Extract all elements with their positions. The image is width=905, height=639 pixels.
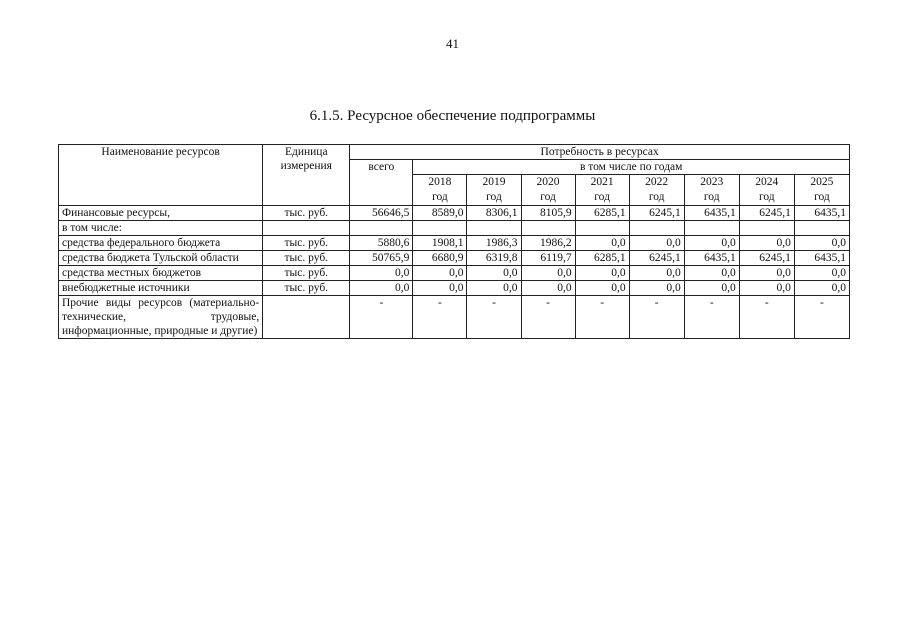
resource-name-cell: внебюджетные источники — [59, 281, 263, 296]
page-number: 41 — [446, 36, 459, 51]
resource-name-cell: в том числе: — [59, 221, 263, 236]
year-number: 2025 — [810, 176, 834, 188]
year-value-cell: 6245,1 — [739, 251, 794, 266]
year-value-cell: 6435,1 — [794, 251, 849, 266]
year-value-cell: 0,0 — [413, 281, 467, 296]
year-value-cell: - — [739, 296, 794, 339]
total-cell: 5880,6 — [350, 236, 413, 251]
year-value-cell: 0,0 — [467, 281, 521, 296]
year-value-cell: 6245,1 — [739, 206, 794, 221]
col-header-need: Потребность в ресурсах — [350, 145, 850, 160]
resource-name-cell: Финансовые ресурсы, — [59, 206, 263, 221]
year-word: год — [758, 191, 775, 203]
unit-cell: тыс. руб. — [263, 236, 350, 251]
year-value-cell: 0,0 — [684, 236, 739, 251]
col-header-year — [739, 175, 794, 206]
year-word: год — [540, 191, 556, 203]
year-word: год — [814, 191, 830, 203]
year-number: 2022 — [645, 176, 669, 188]
table-row — [59, 221, 850, 236]
year-value-cell: 8105,9 — [521, 206, 575, 221]
year-value-cell: 0,0 — [684, 281, 739, 296]
year-value-cell: 6435,1 — [684, 251, 739, 266]
year-number: 2018 — [428, 176, 452, 188]
total-cell: 0,0 — [350, 281, 413, 296]
year-value-cell — [521, 221, 575, 236]
col-header-unit-line1: Единица — [284, 146, 328, 158]
year-value-cell: 8589,0 — [413, 206, 467, 221]
unit-cell: тыс. руб. — [263, 206, 350, 221]
total-cell: 0,0 — [350, 266, 413, 281]
col-header-unit — [263, 145, 350, 206]
year-value-cell — [629, 221, 684, 236]
year-number: 2020 — [536, 176, 560, 188]
col-header-year — [629, 175, 684, 206]
year-value-cell: 6285,1 — [575, 206, 629, 221]
year-word: год — [432, 191, 448, 203]
year-value-cell: 6680,9 — [413, 251, 467, 266]
col-header-year — [575, 175, 629, 206]
year-value-cell: 0,0 — [794, 266, 849, 281]
col-header-year — [794, 175, 849, 206]
resource-name-cell: Прочие виды ресурсов (материально-технические, трудовые, информационные, природные и другие) — [59, 296, 263, 339]
year-value-cell — [467, 221, 521, 236]
header-row-1 — [59, 145, 850, 160]
year-number: 2021 — [590, 176, 614, 188]
year-value-cell: 0,0 — [684, 266, 739, 281]
year-value-cell: 0,0 — [739, 266, 794, 281]
year-value-cell: 0,0 — [629, 281, 684, 296]
resource-name-cell: средства бюджета Тульской области — [59, 251, 263, 266]
year-value-cell — [794, 221, 849, 236]
year-value-cell: 1908,1 — [413, 236, 467, 251]
year-value-cell — [575, 221, 629, 236]
total-cell: 50765,9 — [350, 251, 413, 266]
year-value-cell: 0,0 — [629, 236, 684, 251]
table-row — [59, 281, 850, 296]
year-value-cell: - — [794, 296, 849, 339]
table-row — [59, 266, 850, 281]
year-value-cell: 6245,1 — [629, 251, 684, 266]
col-header-unit-line2: измерения — [280, 160, 332, 172]
year-value-cell: 1986,2 — [521, 236, 575, 251]
total-cell — [350, 221, 413, 236]
total-cell: 56646,5 — [350, 206, 413, 221]
year-word: год — [594, 191, 610, 203]
year-value-cell: 0,0 — [739, 236, 794, 251]
year-value-cell: - — [684, 296, 739, 339]
year-value-cell — [739, 221, 794, 236]
resource-table — [58, 144, 850, 339]
year-value-cell: 6435,1 — [794, 206, 849, 221]
table-row — [59, 296, 850, 339]
year-word: год — [486, 191, 502, 203]
unit-cell — [263, 221, 350, 236]
col-header-year — [684, 175, 739, 206]
table-row — [59, 236, 850, 251]
year-number: 2024 — [755, 176, 779, 188]
year-value-cell: 1986,3 — [467, 236, 521, 251]
year-value-cell: 0,0 — [413, 266, 467, 281]
year-value-cell: 0,0 — [629, 266, 684, 281]
year-word: год — [648, 191, 665, 203]
year-value-cell: - — [575, 296, 629, 339]
year-value-cell: 6285,1 — [575, 251, 629, 266]
year-value-cell: 8306,1 — [467, 206, 521, 221]
section-heading: 6.1.5. Ресурсное обеспечение подпрограммы — [309, 108, 596, 124]
col-header-total: всего — [350, 160, 413, 206]
year-value-cell: 0,0 — [575, 266, 629, 281]
year-number: 2023 — [700, 176, 724, 188]
col-header-by-years: в том числе по годам — [413, 160, 850, 175]
year-value-cell: 0,0 — [794, 236, 849, 251]
year-value-cell: 6319,8 — [467, 251, 521, 266]
year-word: год — [703, 191, 720, 203]
col-header-year — [413, 175, 467, 206]
year-value-cell: 0,0 — [575, 236, 629, 251]
total-cell: - — [350, 296, 413, 339]
year-value-cell: 0,0 — [575, 281, 629, 296]
year-value-cell: - — [629, 296, 684, 339]
year-value-cell: - — [467, 296, 521, 339]
unit-cell — [263, 296, 350, 339]
year-value-cell: 6119,7 — [521, 251, 575, 266]
table-row — [59, 251, 850, 266]
year-value-cell: 6435,1 — [684, 206, 739, 221]
resource-name-cell: средства федерального бюджета — [59, 236, 263, 251]
unit-cell: тыс. руб. — [263, 281, 350, 296]
year-number: 2019 — [482, 176, 506, 188]
unit-cell: тыс. руб. — [263, 266, 350, 281]
year-value-cell — [684, 221, 739, 236]
year-value-cell: - — [521, 296, 575, 339]
year-value-cell: - — [413, 296, 467, 339]
year-value-cell: 0,0 — [739, 281, 794, 296]
col-header-name: Наименование ресурсов — [59, 145, 263, 206]
year-value-cell: 0,0 — [794, 281, 849, 296]
year-value-cell — [413, 221, 467, 236]
table-row — [59, 206, 850, 221]
col-header-year — [521, 175, 575, 206]
resource-name-cell: средства местных бюджетов — [59, 266, 263, 281]
year-value-cell: 6245,1 — [629, 206, 684, 221]
year-value-cell: 0,0 — [467, 266, 521, 281]
year-value-cell: 0,0 — [521, 281, 575, 296]
year-value-cell: 0,0 — [521, 266, 575, 281]
unit-cell: тыс. руб. — [263, 251, 350, 266]
col-header-year — [467, 175, 521, 206]
table-body — [59, 206, 850, 339]
